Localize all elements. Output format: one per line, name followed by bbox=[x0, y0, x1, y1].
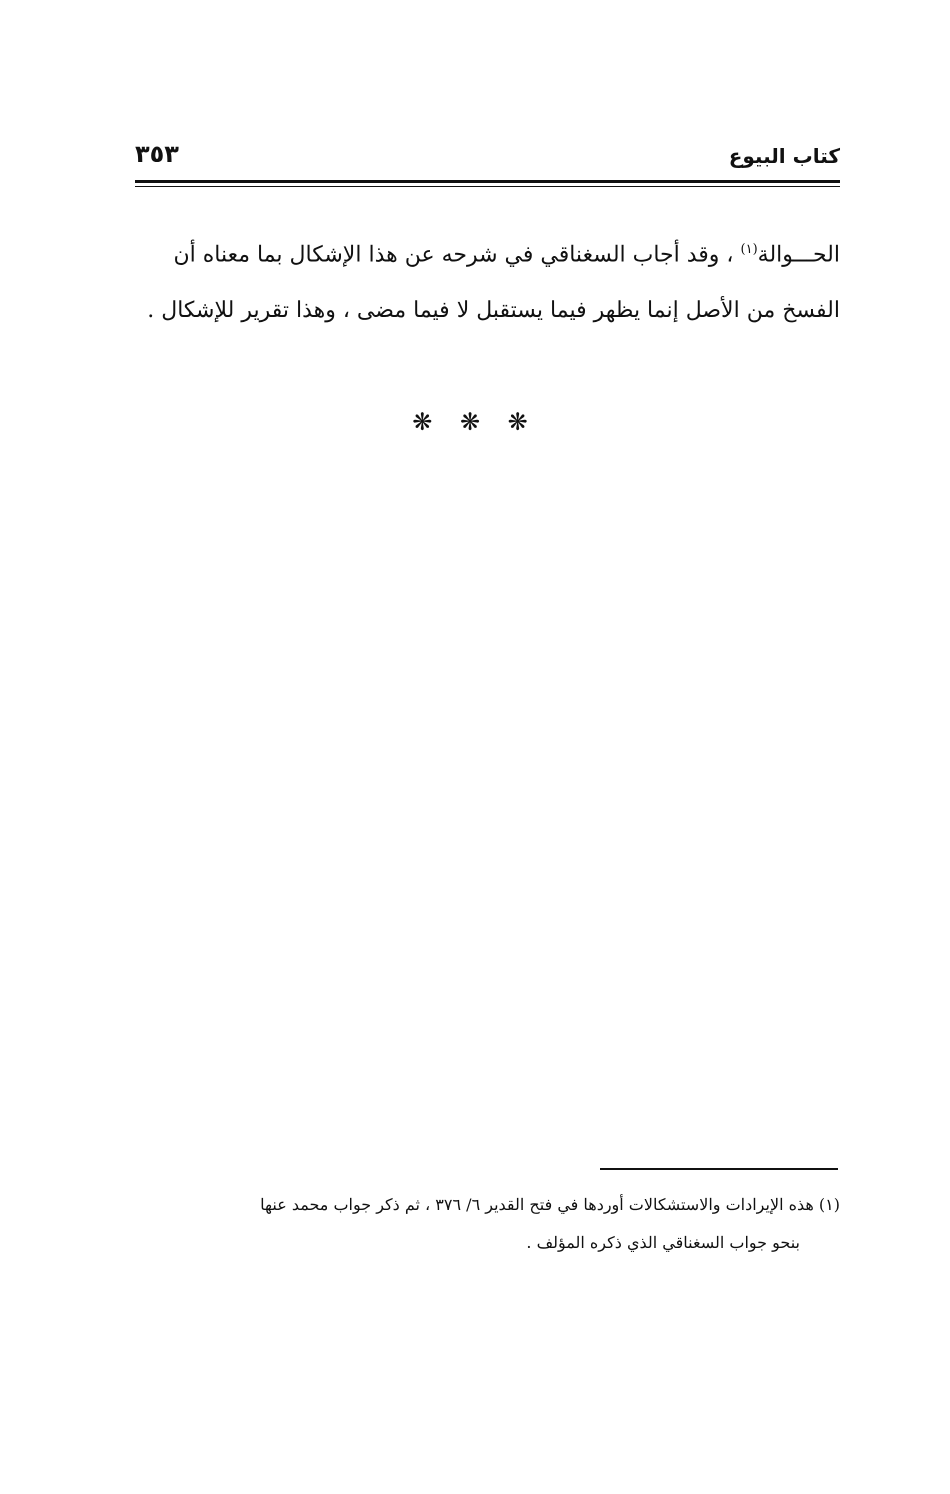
body-line-1-text: ، وقد أجاب السغناقي في شرحه عن هذا الإشكال بما معناه أن bbox=[173, 242, 741, 268]
header-rule-thick bbox=[135, 180, 840, 183]
footnote-line-1: (١) هذه الإيرادات والاستشكالات أوردها في فتح القدير ٦/ ٣٧٦ ، ثم ذكر جواب محمد عنها bbox=[260, 1195, 840, 1214]
footnote-line-2: بنحو جواب السغناقي الذي ذكره المؤلف . bbox=[526, 1233, 800, 1252]
body-paragraph bbox=[135, 222, 840, 339]
body-line-1 bbox=[135, 222, 840, 283]
page-number: ٣٥٣ bbox=[135, 140, 179, 168]
header-rule-thin bbox=[135, 186, 840, 187]
body-word-hawala: الحـــوالة bbox=[757, 242, 840, 268]
footnote-rule bbox=[600, 1168, 838, 1170]
body-line-2: الفسخ من الأصل إنما يظهر فيما يستقبل لا فيما مضى ، وهذا تقرير للإشكال . bbox=[147, 298, 840, 324]
footnote bbox=[135, 1186, 840, 1262]
section-separator: ❋ ❋ ❋ bbox=[412, 408, 538, 436]
page-header bbox=[135, 140, 840, 176]
footnote-reference: (١) bbox=[740, 242, 758, 257]
running-title: كتاب البيوع bbox=[728, 144, 840, 168]
